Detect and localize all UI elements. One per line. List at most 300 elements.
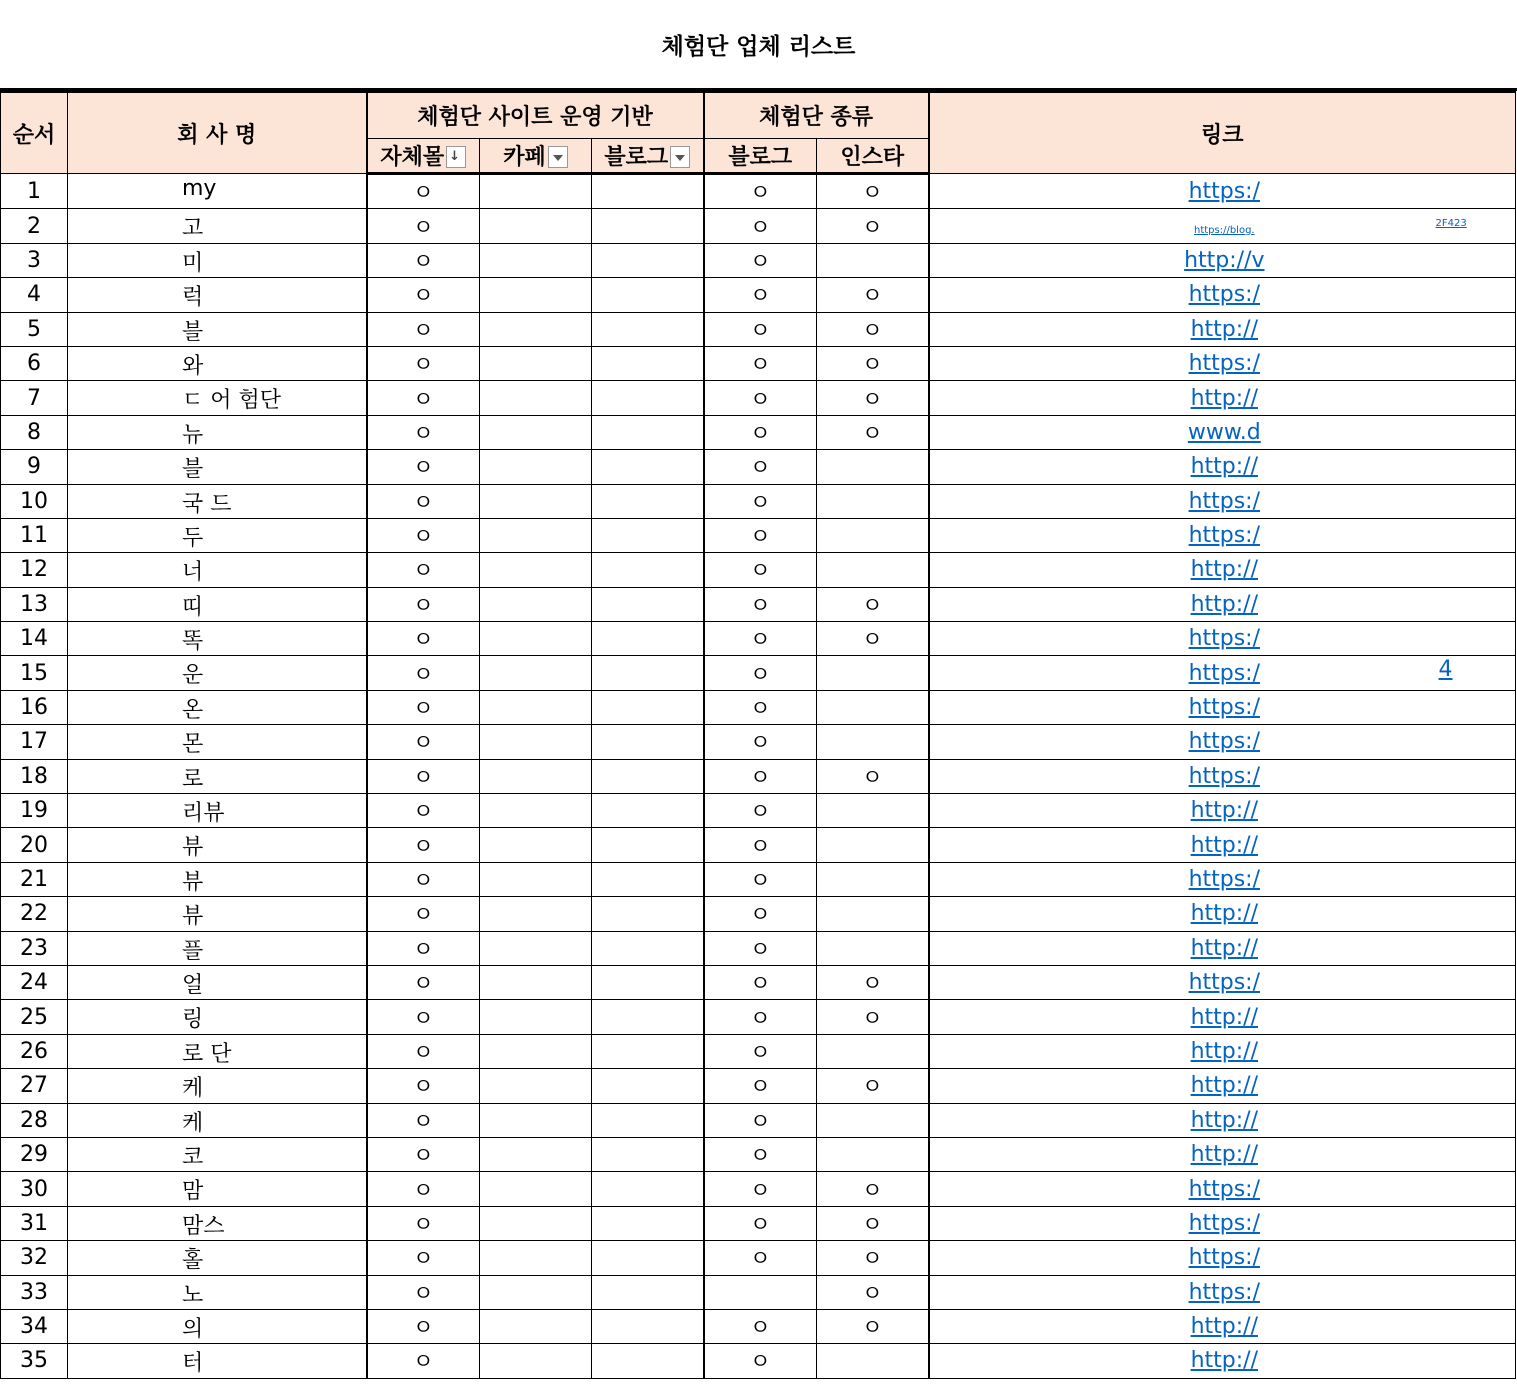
type-insta-cell bbox=[817, 931, 929, 965]
type-blog-cell: ㅇ bbox=[704, 346, 817, 380]
own-mall-cell: ㅇ bbox=[367, 794, 480, 828]
seq-cell: 17 bbox=[1, 725, 68, 759]
seq-cell: 8 bbox=[1, 415, 68, 449]
table-body bbox=[1, 174, 1516, 1379]
link-anchor[interactable]: https:/ bbox=[1188, 1176, 1261, 1202]
header-cafe bbox=[480, 139, 592, 174]
link-anchor[interactable]: http:// bbox=[1190, 901, 1258, 927]
type-insta-cell bbox=[817, 1103, 929, 1137]
link-anchor[interactable]: https:/ bbox=[1188, 282, 1261, 308]
header-own-mall bbox=[367, 139, 480, 174]
type-insta-cell: ㅇ bbox=[817, 278, 929, 312]
link-anchor[interactable]: http://v bbox=[1184, 247, 1265, 273]
cafe-cell bbox=[480, 243, 592, 277]
table-row bbox=[1, 1000, 1516, 1034]
company-name: 얼 bbox=[182, 972, 204, 998]
company-name-cell bbox=[68, 518, 367, 552]
link-anchor[interactable]: http:// bbox=[1190, 935, 1258, 961]
company-name: 뷰 bbox=[182, 869, 204, 895]
company-name: 맘스 bbox=[182, 1213, 225, 1239]
own-mall-cell: ㅇ bbox=[367, 1275, 480, 1309]
link-cell[interactable] bbox=[929, 1275, 1516, 1309]
type-insta-cell bbox=[817, 553, 929, 587]
own-mall-cell: ㅇ bbox=[367, 1137, 480, 1171]
type-insta-cell bbox=[817, 794, 929, 828]
table-row bbox=[1, 312, 1516, 346]
type-blog-cell: ㅇ bbox=[704, 209, 817, 243]
page-title: 체험단 업체 리스트 bbox=[661, 34, 856, 60]
seq-cell: 35 bbox=[1, 1344, 68, 1378]
company-name: 코 bbox=[182, 1144, 204, 1170]
company-name: 맘 bbox=[182, 1179, 204, 1205]
link-cell[interactable] bbox=[929, 209, 1516, 243]
blog-base-cell bbox=[592, 1069, 704, 1103]
link-anchor[interactable]: https:/ bbox=[1188, 523, 1261, 549]
blog-base-cell bbox=[592, 759, 704, 793]
blog-base-cell bbox=[592, 381, 704, 415]
link-anchor[interactable]: http:// bbox=[1190, 454, 1258, 480]
link-anchor[interactable]: http:// bbox=[1190, 557, 1258, 583]
seq-cell: 24 bbox=[1, 965, 68, 999]
seq-cell: 29 bbox=[1, 1137, 68, 1171]
sort-filter-button[interactable] bbox=[446, 146, 466, 168]
header-insta: 인스타 bbox=[817, 139, 929, 174]
type-blog-cell: ㅇ bbox=[704, 828, 817, 862]
table-row bbox=[1, 1172, 1516, 1206]
blog-base-cell bbox=[592, 312, 704, 346]
link-anchor[interactable]: https:/ bbox=[1188, 695, 1261, 721]
own-mall-cell: ㅇ bbox=[367, 1172, 480, 1206]
filter-button[interactable] bbox=[548, 146, 568, 168]
blog-base-cell bbox=[592, 1206, 704, 1240]
type-insta-cell: ㅇ bbox=[817, 1309, 929, 1343]
type-blog-cell: ㅇ bbox=[704, 1206, 817, 1240]
type-insta-cell: ㅇ bbox=[817, 174, 929, 209]
company-name-cell bbox=[68, 1206, 367, 1240]
own-mall-cell: ㅇ bbox=[367, 243, 480, 277]
cafe-cell bbox=[480, 690, 592, 724]
company-name-cell bbox=[68, 484, 367, 518]
table-row bbox=[1, 209, 1516, 243]
table-row bbox=[1, 553, 1516, 587]
type-blog-cell: ㅇ bbox=[704, 862, 817, 896]
link-anchor[interactable]: http:// bbox=[1190, 1314, 1258, 1340]
table-row bbox=[1, 1103, 1516, 1137]
link-cell[interactable] bbox=[929, 587, 1516, 621]
cafe-cell bbox=[480, 518, 592, 552]
company-name: 너 bbox=[182, 560, 204, 586]
company-table bbox=[0, 91, 1516, 1379]
table-row bbox=[1, 243, 1516, 277]
type-insta-cell bbox=[817, 862, 929, 896]
blog-base-cell bbox=[592, 1309, 704, 1343]
header-blog-base-label: 블로그 bbox=[604, 145, 669, 170]
header-link: 링크 bbox=[929, 92, 1516, 174]
type-blog-cell: ㅇ bbox=[704, 1172, 817, 1206]
seq-cell: 19 bbox=[1, 794, 68, 828]
type-insta-cell: ㅇ bbox=[817, 1069, 929, 1103]
company-name-cell bbox=[68, 209, 367, 243]
table-row bbox=[1, 1275, 1516, 1309]
link-cell[interactable] bbox=[929, 622, 1516, 656]
blog-base-cell bbox=[592, 518, 704, 552]
link-cell[interactable] bbox=[929, 725, 1516, 759]
header-cafe-label: 카페 bbox=[503, 145, 546, 170]
cafe-cell bbox=[480, 1137, 592, 1171]
own-mall-cell: ㅇ bbox=[367, 1000, 480, 1034]
company-name-cell bbox=[68, 381, 367, 415]
cafe-cell bbox=[480, 174, 592, 209]
table-row bbox=[1, 587, 1516, 621]
link-cell[interactable] bbox=[929, 1241, 1516, 1275]
link-anchor[interactable]: https:/ bbox=[1188, 626, 1261, 652]
seq-cell: 18 bbox=[1, 759, 68, 793]
seq-cell: 27 bbox=[1, 1069, 68, 1103]
link-cell[interactable] bbox=[929, 794, 1516, 828]
blog-base-cell bbox=[592, 450, 704, 484]
link-cell[interactable] bbox=[929, 1206, 1516, 1240]
own-mall-cell: ㅇ bbox=[367, 725, 480, 759]
link-anchor[interactable]: www.d bbox=[1187, 419, 1261, 445]
link-anchor[interactable]: http:// bbox=[1190, 1004, 1258, 1030]
table-row bbox=[1, 931, 1516, 965]
type-insta-cell bbox=[817, 828, 929, 862]
company-name: 똑 bbox=[182, 629, 204, 655]
cafe-cell bbox=[480, 1069, 592, 1103]
link-cell[interactable] bbox=[929, 1172, 1516, 1206]
type-blog-cell: ㅇ bbox=[704, 518, 817, 552]
company-name-cell bbox=[68, 794, 367, 828]
link-cell[interactable] bbox=[929, 1137, 1516, 1171]
type-blog-cell: ㅇ bbox=[704, 450, 817, 484]
link-anchor[interactable]: https:/ bbox=[1188, 970, 1261, 996]
type-insta-cell bbox=[817, 243, 929, 277]
own-mall-cell: ㅇ bbox=[367, 381, 480, 415]
own-mall-cell: ㅇ bbox=[367, 828, 480, 862]
company-name-cell bbox=[68, 656, 367, 690]
own-mall-cell: ㅇ bbox=[367, 553, 480, 587]
link-anchor[interactable]: http:// bbox=[1190, 591, 1258, 617]
table-row bbox=[1, 1206, 1516, 1240]
company-name: 뷰 bbox=[182, 904, 204, 930]
blog-base-cell bbox=[592, 1275, 704, 1309]
link-anchor[interactable]: http:// bbox=[1190, 1348, 1258, 1374]
seq-cell: 14 bbox=[1, 622, 68, 656]
link-cell[interactable] bbox=[929, 450, 1516, 484]
link-anchor[interactable]: https:/ bbox=[1188, 867, 1261, 892]
link-anchor[interactable]: http:// bbox=[1190, 1142, 1258, 1168]
cafe-cell bbox=[480, 725, 592, 759]
type-insta-cell: ㅇ bbox=[817, 1172, 929, 1206]
link-anchor[interactable]: https:/ bbox=[1188, 1245, 1261, 1271]
type-blog-cell: ㅇ bbox=[704, 1309, 817, 1343]
link-cell[interactable] bbox=[929, 553, 1516, 587]
company-name-cell bbox=[68, 1172, 367, 1206]
link-cell[interactable] bbox=[929, 897, 1516, 931]
company-name: 온 bbox=[182, 697, 204, 723]
header-row-1 bbox=[1, 92, 1516, 139]
company-name: 몬 bbox=[182, 732, 204, 758]
own-mall-cell: ㅇ bbox=[367, 656, 480, 690]
link-cell[interactable] bbox=[929, 243, 1516, 277]
type-insta-cell: ㅇ bbox=[817, 965, 929, 999]
company-name: ㄷ 어 험단 bbox=[182, 388, 281, 414]
own-mall-cell: ㅇ bbox=[367, 587, 480, 621]
seq-cell: 9 bbox=[1, 450, 68, 484]
header-company: 회 사 명 bbox=[68, 92, 367, 174]
link-anchor[interactable]: https:/ bbox=[1188, 1210, 1261, 1236]
company-name-cell bbox=[68, 553, 367, 587]
company-name: 뷰 bbox=[182, 835, 204, 861]
company-name-cell bbox=[68, 1275, 367, 1309]
type-blog-cell: ㅇ bbox=[704, 897, 817, 931]
blog-base-cell bbox=[592, 1000, 704, 1034]
link-cell[interactable] bbox=[929, 381, 1516, 415]
company-name-cell bbox=[68, 346, 367, 380]
seq-cell: 32 bbox=[1, 1241, 68, 1275]
seq-cell: 15 bbox=[1, 656, 68, 690]
link-anchor[interactable]: http:// bbox=[1190, 832, 1258, 858]
blog-base-cell bbox=[592, 1034, 704, 1068]
header-seq: 순서 bbox=[1, 92, 68, 174]
company-name: 블 bbox=[182, 457, 204, 483]
type-blog-cell: ㅇ bbox=[704, 931, 817, 965]
table-row bbox=[1, 278, 1516, 312]
table-row bbox=[1, 1034, 1516, 1068]
blog-base-cell bbox=[592, 484, 704, 518]
link-anchor[interactable]: https:/ bbox=[1188, 178, 1261, 204]
link-cell[interactable] bbox=[929, 656, 1516, 690]
company-name-cell bbox=[68, 725, 367, 759]
link-anchor[interactable]: https://blog. bbox=[1193, 224, 1255, 236]
link-anchor-tail[interactable]: 4 bbox=[1438, 657, 1453, 683]
seq-cell: 23 bbox=[1, 931, 68, 965]
blog-base-cell bbox=[592, 794, 704, 828]
link-cell[interactable] bbox=[929, 1309, 1516, 1343]
cafe-cell bbox=[480, 553, 592, 587]
seq-cell: 6 bbox=[1, 346, 68, 380]
type-blog-cell: ㅇ bbox=[704, 1241, 817, 1275]
cafe-cell bbox=[480, 1344, 592, 1378]
seq-cell: 28 bbox=[1, 1103, 68, 1137]
link-cell[interactable] bbox=[929, 965, 1516, 999]
link-anchor-tail[interactable]: 2F423 bbox=[1435, 218, 1467, 230]
company-name-cell bbox=[68, 450, 367, 484]
blog-base-cell bbox=[592, 690, 704, 724]
link-anchor[interactable]: http:// bbox=[1190, 1073, 1258, 1099]
cafe-cell bbox=[480, 381, 592, 415]
company-name-cell bbox=[68, 174, 367, 209]
own-mall-cell: ㅇ bbox=[367, 278, 480, 312]
link-anchor[interactable]: http:// bbox=[1190, 1107, 1258, 1133]
link-cell[interactable] bbox=[929, 1000, 1516, 1034]
company-name-cell bbox=[68, 1069, 367, 1103]
blog-base-cell bbox=[592, 174, 704, 209]
cafe-cell bbox=[480, 484, 592, 518]
link-anchor[interactable]: https:/ bbox=[1188, 1279, 1261, 1305]
link-anchor[interactable]: https:/ bbox=[1188, 729, 1261, 755]
link-cell[interactable] bbox=[929, 828, 1516, 862]
seq-cell: 7 bbox=[1, 381, 68, 415]
company-name: 케 bbox=[182, 1110, 204, 1136]
company-name: 띠 bbox=[182, 594, 204, 620]
table-row bbox=[1, 450, 1516, 484]
company-name: 홀 bbox=[182, 1248, 204, 1274]
type-insta-cell bbox=[817, 484, 929, 518]
cafe-cell bbox=[480, 862, 592, 896]
type-insta-cell: ㅇ bbox=[817, 622, 929, 656]
type-insta-cell bbox=[817, 725, 929, 759]
cafe-cell bbox=[480, 965, 592, 999]
company-name-cell bbox=[68, 1137, 367, 1171]
cafe-cell bbox=[480, 450, 592, 484]
link-cell[interactable] bbox=[929, 518, 1516, 552]
cafe-cell bbox=[480, 1034, 592, 1068]
header-blog-type: 블로그 bbox=[704, 139, 817, 174]
link-anchor[interactable]: http:// bbox=[1190, 798, 1258, 824]
link-cell[interactable] bbox=[929, 690, 1516, 724]
link-anchor[interactable]: http:// bbox=[1190, 385, 1258, 411]
type-blog-cell: ㅇ bbox=[704, 415, 817, 449]
company-name-cell bbox=[68, 862, 367, 896]
company-name: 터 bbox=[182, 1351, 204, 1377]
company-name: my bbox=[182, 176, 217, 201]
own-mall-cell: ㅇ bbox=[367, 450, 480, 484]
company-name: 블 bbox=[182, 319, 204, 345]
sort-arrow-icon: ↓ bbox=[449, 149, 461, 164]
cafe-cell bbox=[480, 587, 592, 621]
seq-cell: 3 bbox=[1, 243, 68, 277]
cafe-cell bbox=[480, 1103, 592, 1137]
own-mall-cell: ㅇ bbox=[367, 1241, 480, 1275]
type-insta-cell bbox=[817, 1034, 929, 1068]
company-name-cell bbox=[68, 828, 367, 862]
filter-button[interactable] bbox=[670, 146, 690, 168]
table-row bbox=[1, 965, 1516, 999]
own-mall-cell: ㅇ bbox=[367, 1344, 480, 1378]
type-blog-cell: ㅇ bbox=[704, 553, 817, 587]
header-type: 체험단 종류 bbox=[704, 92, 929, 139]
own-mall-cell: ㅇ bbox=[367, 1206, 480, 1240]
company-name-cell bbox=[68, 690, 367, 724]
cafe-cell bbox=[480, 346, 592, 380]
link-cell[interactable] bbox=[929, 278, 1516, 312]
seq-cell: 21 bbox=[1, 862, 68, 896]
blog-base-cell bbox=[592, 415, 704, 449]
own-mall-cell: ㅇ bbox=[367, 346, 480, 380]
link-anchor[interactable]: http:// bbox=[1190, 316, 1258, 342]
company-name: 와 bbox=[182, 353, 204, 379]
table-row bbox=[1, 1309, 1516, 1343]
table-row bbox=[1, 828, 1516, 862]
blog-base-cell bbox=[592, 965, 704, 999]
link-cell[interactable] bbox=[929, 931, 1516, 965]
own-mall-cell: ㅇ bbox=[367, 1069, 480, 1103]
company-name-cell bbox=[68, 1103, 367, 1137]
table-row bbox=[1, 656, 1516, 690]
dropdown-arrow-icon bbox=[675, 155, 685, 161]
link-anchor[interactable]: https:/ bbox=[1188, 763, 1261, 789]
link-cell[interactable] bbox=[929, 312, 1516, 346]
type-insta-cell: ㅇ bbox=[817, 1206, 929, 1240]
blog-base-cell bbox=[592, 656, 704, 690]
type-blog-cell: ㅇ bbox=[704, 622, 817, 656]
cafe-cell bbox=[480, 656, 592, 690]
type-blog-cell bbox=[704, 1275, 817, 1309]
seq-cell: 22 bbox=[1, 897, 68, 931]
cafe-cell bbox=[480, 1206, 592, 1240]
table-row bbox=[1, 518, 1516, 552]
type-insta-cell bbox=[817, 518, 929, 552]
blog-base-cell bbox=[592, 346, 704, 380]
company-name-cell bbox=[68, 1000, 367, 1034]
link-cell[interactable] bbox=[929, 1103, 1516, 1137]
company-name: 고 bbox=[182, 216, 204, 242]
company-name-cell bbox=[68, 312, 367, 346]
own-mall-cell: ㅇ bbox=[367, 312, 480, 346]
link-cell[interactable] bbox=[929, 1069, 1516, 1103]
table-row bbox=[1, 690, 1516, 724]
cafe-cell bbox=[480, 897, 592, 931]
seq-cell: 31 bbox=[1, 1206, 68, 1240]
table-row bbox=[1, 1069, 1516, 1103]
link-anchor[interactable]: https:/ bbox=[1188, 488, 1261, 514]
link-cell[interactable] bbox=[929, 174, 1516, 209]
blog-base-cell bbox=[592, 862, 704, 896]
type-blog-cell: ㅇ bbox=[704, 794, 817, 828]
company-name: 리뷰 bbox=[182, 801, 225, 827]
own-mall-cell: ㅇ bbox=[367, 897, 480, 931]
own-mall-cell: ㅇ bbox=[367, 484, 480, 518]
link-cell[interactable] bbox=[929, 415, 1516, 449]
blog-base-cell bbox=[592, 1344, 704, 1378]
link-cell[interactable] bbox=[929, 1034, 1516, 1068]
type-blog-cell: ㅇ bbox=[704, 1034, 817, 1068]
type-blog-cell: ㅇ bbox=[704, 1344, 817, 1378]
link-anchor[interactable]: http:// bbox=[1190, 1038, 1258, 1064]
blog-base-cell bbox=[592, 725, 704, 759]
type-blog-cell: ㅇ bbox=[704, 312, 817, 346]
link-cell[interactable] bbox=[929, 759, 1516, 793]
blog-base-cell bbox=[592, 931, 704, 965]
company-name-cell bbox=[68, 1309, 367, 1343]
link-cell[interactable] bbox=[929, 862, 1516, 896]
blog-base-cell bbox=[592, 553, 704, 587]
company-name-cell bbox=[68, 622, 367, 656]
link-cell[interactable] bbox=[929, 346, 1516, 380]
cafe-cell bbox=[480, 622, 592, 656]
link-cell[interactable] bbox=[929, 484, 1516, 518]
seq-cell: 34 bbox=[1, 1309, 68, 1343]
link-cell[interactable] bbox=[929, 1344, 1516, 1378]
cafe-cell bbox=[480, 209, 592, 243]
link-anchor[interactable]: https:/ bbox=[1188, 351, 1261, 377]
company-name-cell bbox=[68, 1034, 367, 1068]
type-blog-cell: ㅇ bbox=[704, 381, 817, 415]
title-row bbox=[0, 0, 1517, 91]
cafe-cell bbox=[480, 312, 592, 346]
blog-base-cell bbox=[592, 897, 704, 931]
company-name-cell bbox=[68, 897, 367, 931]
type-insta-cell bbox=[817, 656, 929, 690]
company-name-cell bbox=[68, 965, 367, 999]
seq-cell: 33 bbox=[1, 1275, 68, 1309]
seq-cell: 12 bbox=[1, 553, 68, 587]
company-name-cell bbox=[68, 415, 367, 449]
company-name-cell bbox=[68, 587, 367, 621]
link-anchor[interactable]: https:/ bbox=[1188, 660, 1261, 686]
type-insta-cell: ㅇ bbox=[817, 209, 929, 243]
